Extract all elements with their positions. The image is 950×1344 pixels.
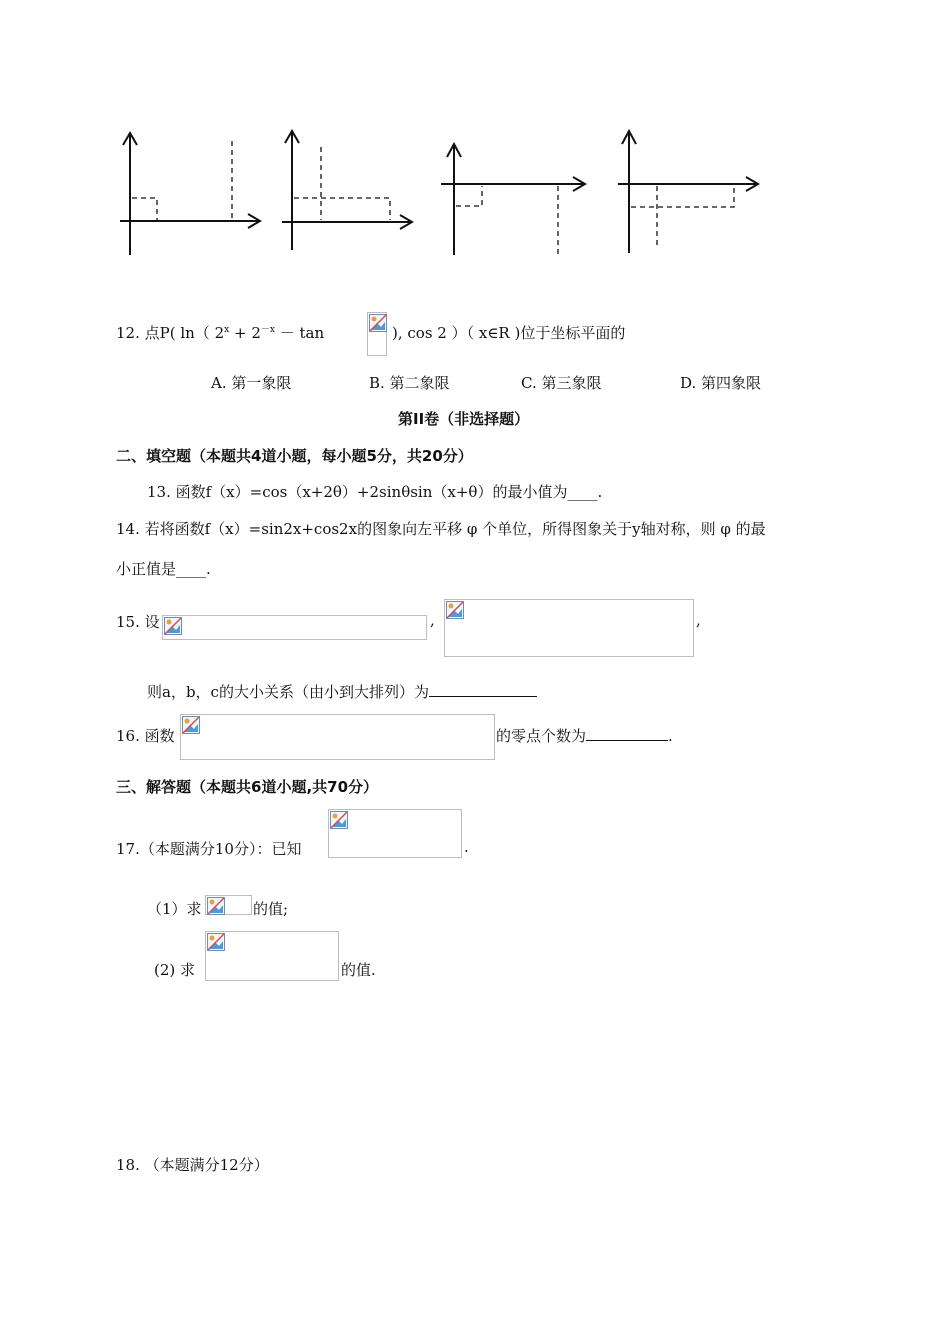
q15-sep1: , — [430, 611, 435, 629]
q14-line2: 小正值是____. — [116, 560, 211, 578]
broken-image-icon — [330, 811, 348, 829]
q15-formula-b-image — [444, 599, 694, 657]
q16-prefix: 16. 函数 — [116, 727, 175, 745]
q17-sub2-image — [205, 931, 339, 981]
graph-option-d — [610, 125, 770, 265]
q12-mid1: + 2 — [233, 324, 261, 342]
q17-sub1-prefix: （1）求 — [147, 900, 202, 918]
q17-given-image — [328, 809, 462, 858]
q12-option-d: D. 第四象限 — [680, 374, 762, 392]
q18: 18. （本题满分12分） — [116, 1156, 269, 1174]
q12-option-a: A. 第一象限 — [211, 374, 292, 392]
broken-image-icon — [207, 897, 225, 915]
section2-heading: 二、填空题（本题共4道小题，每小题5分，共20分） — [116, 447, 473, 465]
q12-stem — [116, 322, 324, 343]
q16-answer-blank — [586, 726, 668, 741]
graph-option-c — [435, 140, 595, 265]
q17-sub2-prefix: (2) 求 — [154, 961, 196, 979]
graph-option-a — [110, 125, 270, 265]
graph-option-b — [275, 125, 435, 265]
q12-formula-image — [367, 312, 387, 356]
q16-suffix-line — [496, 725, 673, 746]
q12-suffix: ), cos 2 ）（ x∈R )位于坐标平面的 — [392, 324, 626, 342]
q17-sub1-image — [205, 895, 252, 915]
q12-option-c: C. 第三象限 — [521, 374, 602, 392]
q17-end: . — [464, 838, 469, 856]
q12-mid2: － tan — [279, 324, 325, 342]
q12-option-b: B. 第二象限 — [369, 374, 450, 392]
part2-title: 第II卷（非选择题） — [398, 410, 530, 428]
q17-sub1-suffix: 的值; — [253, 900, 289, 918]
q15-question: 则a，b，c的大小关系（由小到大排列）为 — [147, 683, 429, 701]
broken-image-icon — [369, 314, 387, 332]
q16-formula-image — [180, 714, 495, 760]
q13: 13. 函数f（x）=cos（x+2θ）+2sinθsin（x+θ）的最小值为____. — [147, 483, 603, 501]
q15-line2 — [147, 681, 537, 702]
broken-image-icon — [164, 617, 182, 635]
q12-number: 12. — [116, 324, 140, 342]
q12-exp1: x — [224, 325, 230, 335]
q12-exp2: －x — [260, 325, 275, 335]
q15-answer-blank — [429, 682, 537, 697]
q12-prefix: 点P( ln（ 2 — [144, 324, 225, 342]
broken-image-icon — [182, 716, 200, 734]
broken-image-icon — [446, 601, 464, 619]
q17-sub2-suffix: 的值. — [341, 961, 376, 979]
section3-heading: 三、解答题（本题共6道小题,共70分） — [116, 778, 379, 796]
q14-line1: 14. 若将函数f（x）=sin2x+cos2x的图象向左平移 φ 个单位，所得图象关于y轴对称，则 φ 的最 — [116, 520, 766, 538]
q16-end: . — [668, 727, 673, 745]
q15-prefix: 15. 设 — [116, 613, 160, 631]
q15-formula-a-image — [162, 615, 427, 640]
broken-image-icon — [207, 933, 225, 951]
q16-suffix: 的零点个数为 — [496, 727, 587, 745]
q15-sep2: , — [696, 611, 701, 629]
q17-prefix: 17.（本题满分10分）：已知 — [116, 840, 302, 858]
